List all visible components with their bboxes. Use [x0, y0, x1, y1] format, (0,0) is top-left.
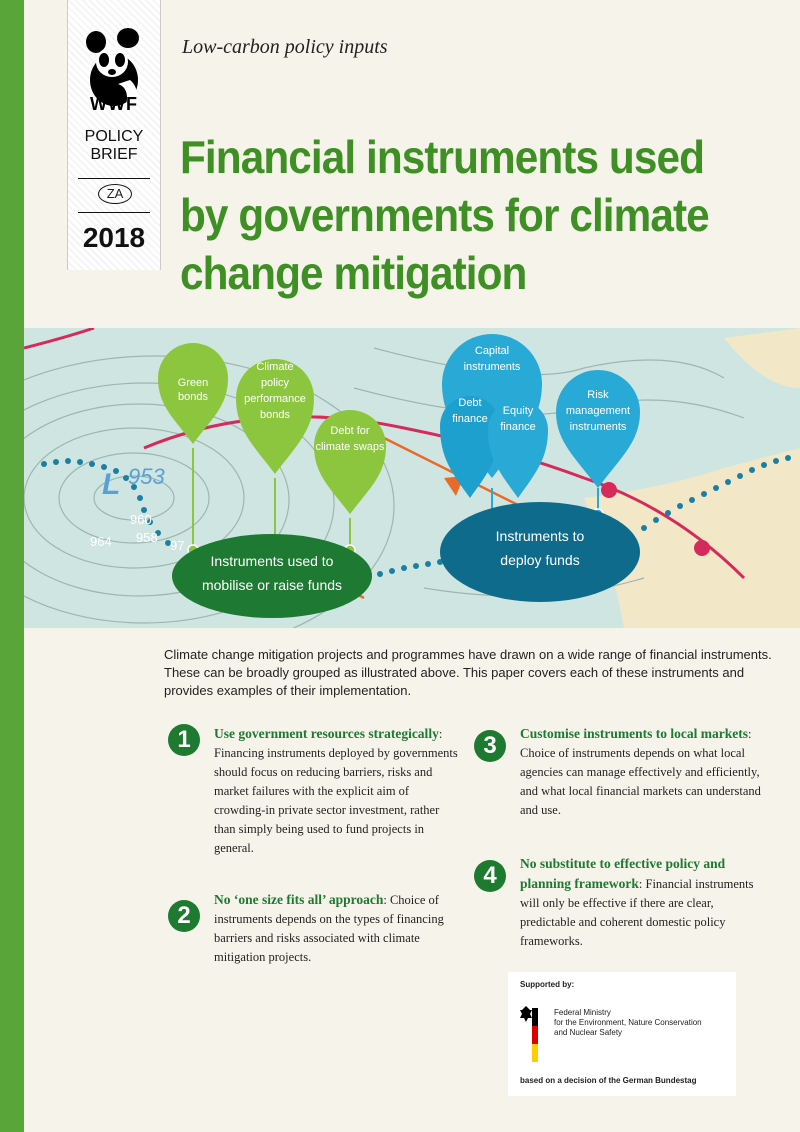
key-point-1	[168, 724, 468, 874]
pin-label: Debt for	[330, 425, 370, 437]
bundestag-note: based on a decision of the German Bundestag	[520, 1076, 697, 1085]
pin-label: instruments	[569, 421, 627, 433]
wwf-policy-brief-tag	[67, 0, 161, 270]
point-text: No substitute to effective policy and planning framework: Financial instruments will only be effective if there are clear, predictable and coherent domestic policy frameworks.	[520, 856, 754, 948]
publication-year: 2018	[82, 222, 146, 253]
pin-label: climate swaps	[315, 441, 385, 453]
point-number: 4	[474, 860, 506, 892]
key-point-2	[168, 890, 468, 990]
pin-label: instruments	[463, 361, 521, 373]
isobar-number: 958	[136, 530, 158, 545]
point-number: 3	[474, 730, 506, 762]
pin-label: management	[565, 405, 631, 417]
supported-by-box	[508, 972, 736, 1096]
svg-text:deploy funds: deploy funds	[500, 552, 580, 568]
svg-text:Instruments to: Instruments to	[495, 528, 585, 544]
pressure-letter: L	[102, 468, 121, 501]
brand-wordmark: WWF	[90, 94, 138, 114]
pin-label: finance	[500, 421, 536, 433]
divider	[78, 178, 150, 179]
isobar-number: 964	[90, 534, 112, 549]
pin-label: Debt	[458, 397, 482, 409]
page-title: Financial instruments used by governments for climate change mitigation	[180, 131, 709, 299]
pin-label: Capital	[474, 345, 510, 357]
pin-label: performance	[244, 393, 306, 405]
side-accent-bar	[0, 0, 24, 1132]
instruments-infographic-map	[24, 328, 800, 628]
series-subtitle: Low-carbon policy inputs	[182, 36, 388, 58]
front-semicircle	[694, 540, 710, 556]
pressure-value: 953	[128, 464, 165, 489]
point-text: No ‘one size fits all’ approach: Choice of instruments depends on the types of financing barriers and risks associated with climate mitigation projects.	[214, 892, 444, 964]
raise-funds-group-label	[172, 534, 372, 618]
pin-label: bonds	[260, 409, 290, 421]
pin-label: Equity	[502, 405, 534, 417]
pin-label: policy	[260, 377, 290, 389]
pin-label: Climate	[256, 361, 294, 373]
supported-by-label: Supported by:	[520, 980, 575, 989]
point-number: 1	[168, 724, 200, 756]
ministry-name: Federal Ministry for the Environment, Nature Conservation and Nuclear Safety	[554, 1008, 702, 1037]
point-number: 2	[168, 900, 200, 932]
intro-paragraph: Climate change mitigation projects and programmes have drawn on a wide range of financial instruments. These can be broadly grouped as illustrated above. This paper covers each of these instruments and provides examples of their implementation.	[164, 647, 772, 698]
point-text: Customise instruments to local markets: Choice of instruments depends on what local agencies can manage effectively and efficiently, and what local financial markets can understand and use.	[520, 726, 761, 817]
divider	[78, 212, 150, 213]
country-code-badge: ZA	[98, 184, 132, 204]
front-semicircle	[601, 482, 617, 498]
isobar-number: 97	[170, 538, 185, 553]
key-point-3	[474, 724, 774, 844]
svg-text:mobilise or raise funds: mobilise or raise funds	[201, 577, 343, 593]
deploy-funds-group-label	[440, 502, 640, 602]
svg-text:Instruments used to: Instruments used to	[210, 553, 334, 569]
policy-brief-label: POLICY BRIEF	[84, 128, 144, 163]
german-flag-icon	[532, 1008, 538, 1062]
pin-label: Green	[177, 377, 209, 389]
isobar-number: 960	[130, 512, 152, 527]
pin-label: bonds	[178, 391, 208, 403]
pin-label: Risk	[587, 389, 609, 401]
key-point-4	[474, 854, 774, 964]
point-text: Use government resources strategically: Financing instruments deployed by governments should focus on reducing barriers, risks and market failures with the explicit aim of crowding-in private sector investment, rather than simply being used to fund projects in general.	[214, 726, 458, 855]
pin-label: finance	[452, 413, 488, 425]
